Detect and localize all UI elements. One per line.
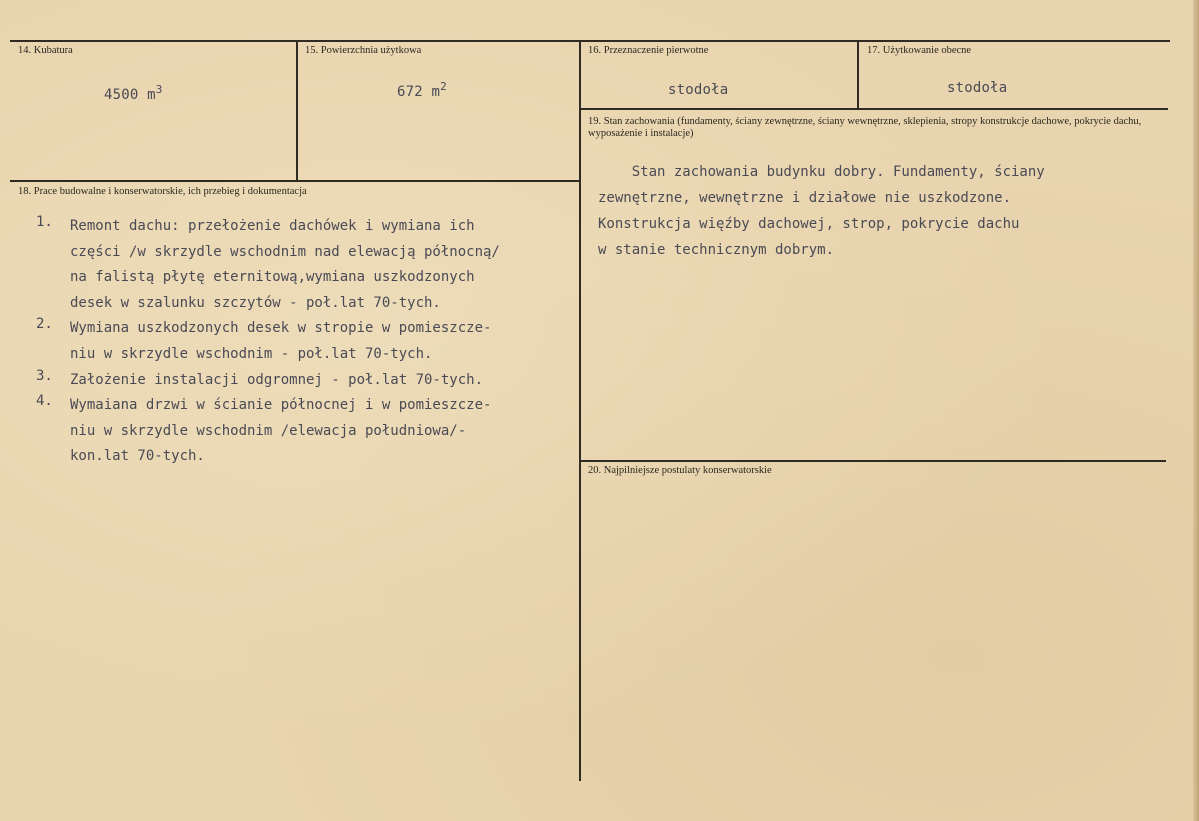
card-edge [1193,0,1199,821]
field-label-postulaty: 20. Najpilniejsze postulaty konserwatorskie [588,465,772,476]
list-item-line: desek w szalunku szczytów - poł.lat 70-tych. [70,294,441,311]
divider-14-15 [296,41,298,181]
prace-list [36,214,500,470]
kubatura-unit-sup: 3 [155,83,163,96]
rule-above-18 [10,180,579,182]
list-item-line: Wymiana uszkodzonych desek w stropie w pomieszcze- [70,320,492,337]
stan-line: zewnętrzne, wewnętrzne i działowe nie uszkodzone. [598,190,1012,206]
field-value-przeznaczenie: stodoła [668,82,729,98]
field-value-uzytkowanie: stodoła [947,80,1008,96]
list-item-number: 3. [36,367,53,384]
list-item-number: 4. [36,393,53,410]
powierzchnia-number: 672 m [397,84,441,100]
powierzchnia-unit-sup: 2 [440,80,447,93]
field-label-prace: 18. Prace budowalne i konserwatorskie, ich przebieg i dokumentacja [18,186,307,197]
top-rule [10,40,1170,42]
list-item-number: 2. [36,316,53,333]
list-item [36,368,500,394]
list-item-line: Remont dachu: przełożenie dachówek i wymiana ich [70,218,475,234]
stan-line: Stan zachowania budynku dobry. Fundamenty, ściany [598,164,1045,180]
list-item-line: części /w skrzydle wschodnim nad elewacją północną/ [70,243,500,260]
stan-line: w stanie technicznym dobrym. [598,242,835,258]
field-label-powierzchnia: 15. Powierzchnia użytkowa [305,45,422,56]
kubatura-number: 4500 m [104,87,156,103]
list-item-line: niu w skrzydle wschodnim /elewacja południowa/- [70,422,467,439]
list-item-line: Wymaiana drzwi w ścianie północnej i w pomieszcze- [70,397,492,414]
field-label-uzytkowanie: 17. Użytkowanie obecne [867,45,972,56]
stan-line: Konstrukcja więźby dachowej, strop, pokrycie dachu [598,216,1020,232]
stan-zachowania-text [598,159,1045,263]
list-item-line: niu w skrzydle wschodnim - poł.lat 70-tych. [70,345,433,362]
list-item-line: na falistą płytę eternitową,wymiana uszkodzonych [70,269,475,286]
list-item [36,393,500,470]
list-item-line: Założenie instalacji odgromnej - poł.lat 70-tych. [70,371,484,388]
field-label-kubatura: 14. Kubatura [18,45,73,56]
list-item-number: 1. [36,214,53,230]
list-item-line: kon.lat 70-tych. [70,448,205,465]
rule-above-19 [580,108,1168,110]
field-value-powierzchnia [397,80,447,100]
main-vertical-divider [579,41,581,781]
list-item [36,316,500,367]
field-label-przeznaczenie: 16. Przeznaczenie pierwotne [588,45,709,56]
list-item [36,214,500,316]
field-label-stan-zachowania: 19. Stan zachowania (fundamenty, ściany zewnętrzne, ściany wewnętrzne, sklepienia, stropy konstrukcje dachowe, pokrycie dachu, wyposażenie i instalacje) [588,116,1142,139]
rule-above-20 [580,460,1166,462]
divider-16-17 [857,41,859,109]
field-value-kubatura [104,83,163,103]
